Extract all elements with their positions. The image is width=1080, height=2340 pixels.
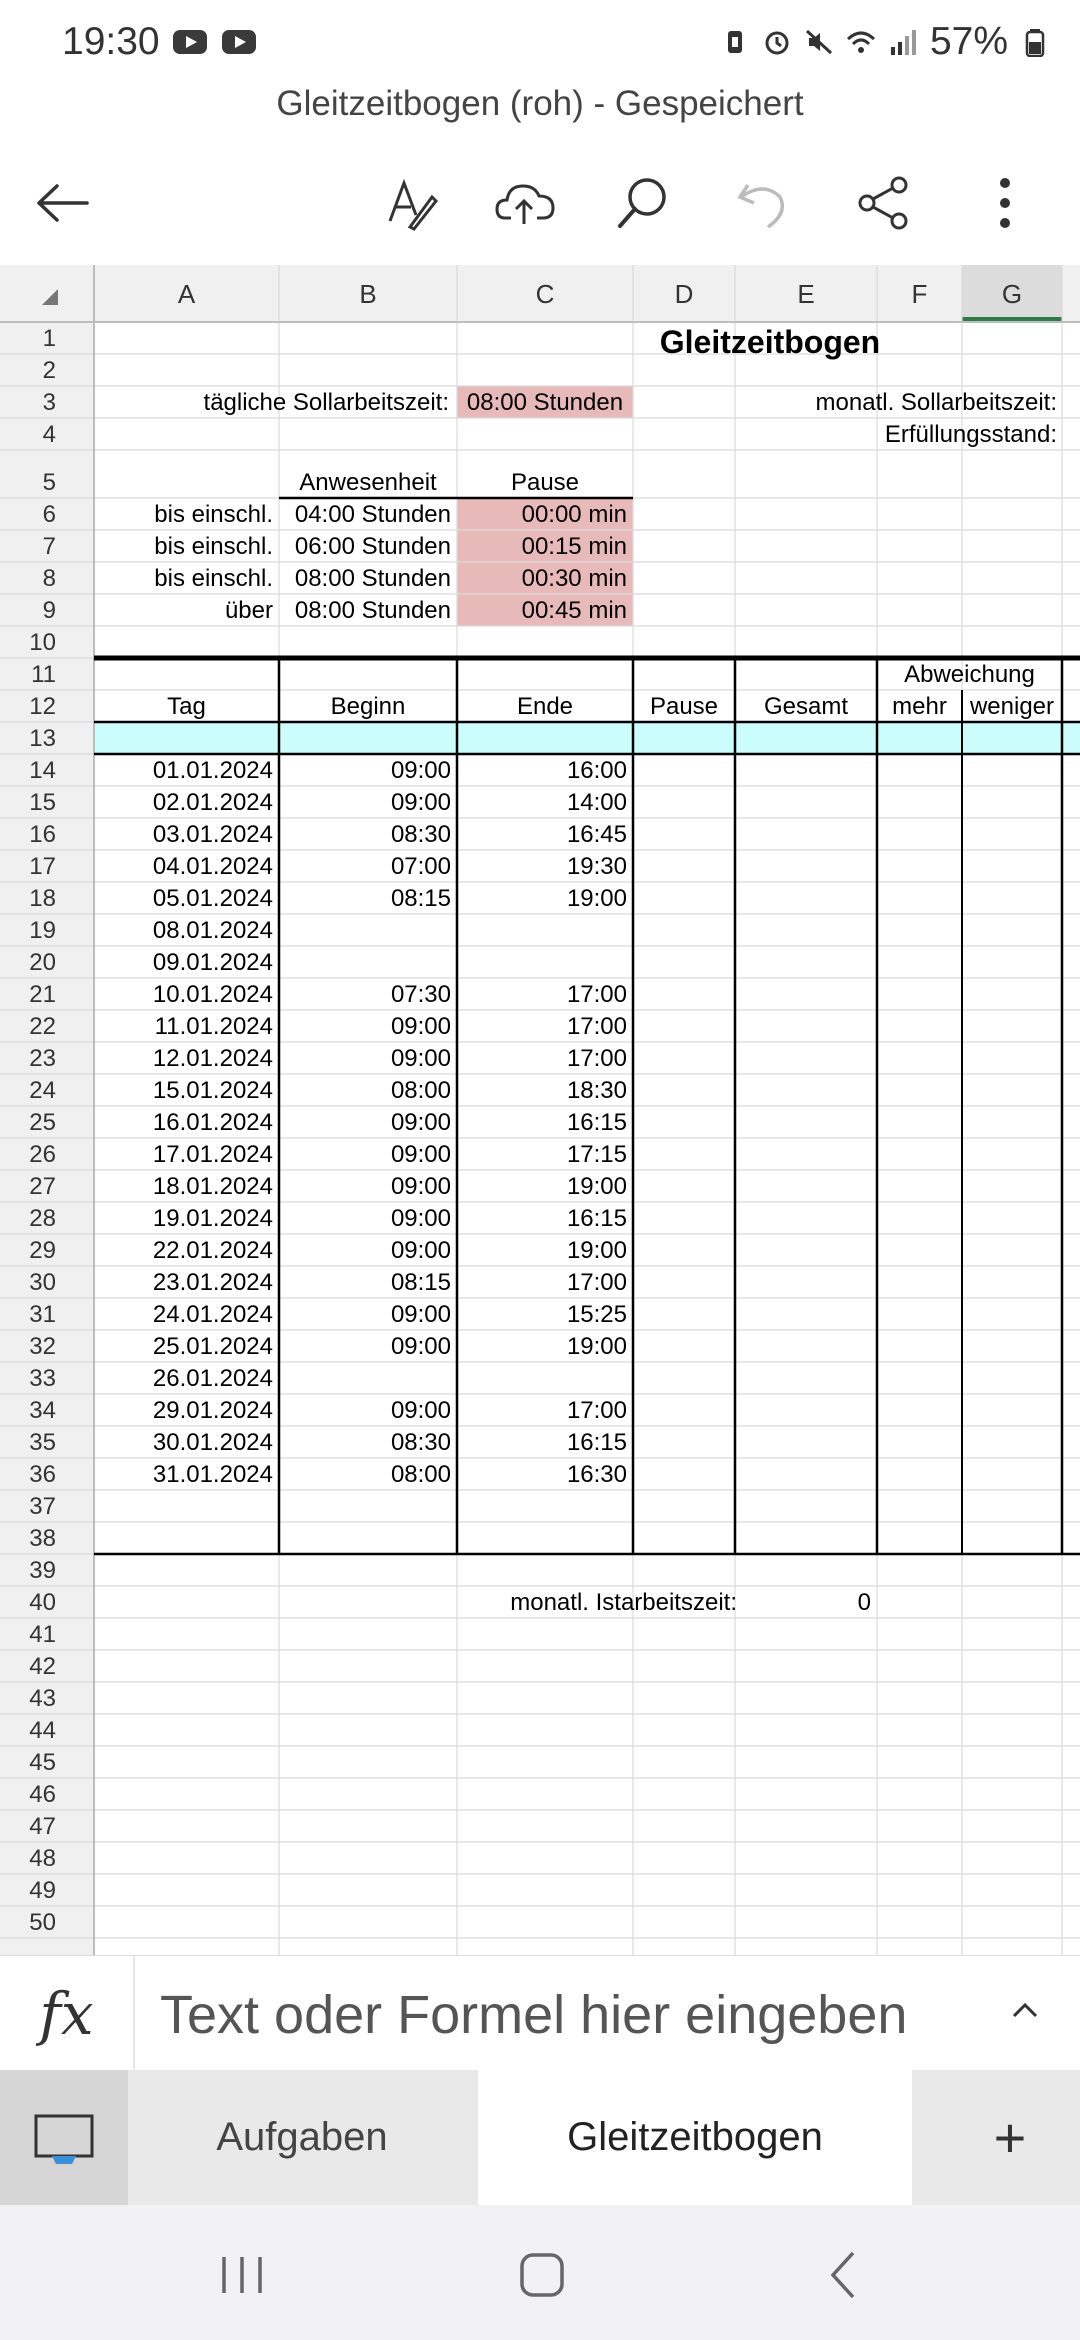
row-header[interactable]: 46 [29,1781,56,1808]
search-icon [615,175,671,231]
row-header[interactable]: 32 [29,1333,56,1360]
entry-date[interactable]: 08.01.2024 [152,917,273,944]
toolbar [0,140,1080,265]
column-header[interactable]: F [911,279,928,309]
row-header[interactable]: 3 [42,389,56,416]
entry-end[interactable]: 16:45 [566,821,627,848]
entry-date[interactable]: 02.01.2024 [152,789,273,816]
youtube-icon [173,30,207,54]
undo-icon [734,175,790,231]
battery-icon [1020,27,1050,57]
column-header[interactable]: G [1001,279,1023,309]
entry-begin[interactable]: 09:00 [390,789,451,816]
entry-begin[interactable]: 09:00 [390,1045,451,1072]
status-icons [720,20,1050,64]
sheet-heading[interactable]: Gleitzeitbogen [659,324,881,360]
back-nav-icon[interactable] [815,2245,875,2305]
entry-end[interactable]: 17:00 [566,1045,627,1072]
row-header[interactable]: 20 [29,949,56,976]
row-header[interactable]: 8 [42,565,56,592]
cell[interactable]: Erfüllungsstand: [884,421,1057,448]
wifi-icon [846,27,876,57]
column-header[interactable]: A [177,279,196,309]
entry-begin[interactable]: 09:00 [390,1333,451,1360]
entry-begin[interactable]: 09:00 [390,1301,451,1328]
sheet-view-icon [32,2110,96,2166]
cell[interactable]: Pause [510,469,580,496]
row-header[interactable]: 35 [29,1429,56,1456]
sheet-view-button[interactable] [0,2070,128,2205]
entry-date[interactable]: 23.01.2024 [152,1269,273,1296]
row-header[interactable]: 7 [42,533,56,560]
entry-begin[interactable]: 08:30 [390,821,451,848]
row-header[interactable]: 41 [29,1621,56,1648]
row-header[interactable]: 33 [29,1365,56,1392]
entry-end[interactable]: 18:30 [566,1077,627,1104]
cell[interactable]: 00:30 min [521,565,627,592]
entry-end[interactable]: 16:30 [566,1461,627,1488]
row-header[interactable]: 25 [29,1109,56,1136]
back-button[interactable] [28,168,98,238]
row-13-highlight [94,722,1080,754]
cell[interactable]: über [224,597,273,624]
cell[interactable]: monatl. Istarbeitszeit: [510,1589,737,1616]
entry-date[interactable]: 16.01.2024 [152,1109,273,1136]
entry-begin[interactable]: 09:00 [390,1109,451,1136]
entry-end[interactable]: 16:15 [566,1109,627,1136]
system-nav-bar [0,2205,1080,2340]
row-header[interactable]: 43 [29,1685,56,1712]
entry-begin[interactable]: 07:30 [390,981,451,1008]
cell[interactable]: 04:00 Stunden [294,501,451,528]
row-header[interactable]: 4 [42,421,56,448]
function-button[interactable]: fx [0,1956,135,2071]
row-header[interactable]: 31 [29,1301,56,1328]
alarm-icon [762,27,792,57]
entry-begin[interactable]: 09:00 [390,1173,451,1200]
entry-end[interactable]: 19:00 [566,1333,627,1360]
row-header[interactable]: 29 [29,1237,56,1264]
row-header[interactable]: 5 [42,469,56,496]
add-sheet-button[interactable]: + [993,2106,1027,2169]
entry-begin[interactable]: 09:00 [390,1141,451,1168]
row-header[interactable]: 34 [29,1397,56,1424]
entry-date[interactable]: 05.01.2024 [152,885,273,912]
row-header[interactable]: 42 [29,1653,56,1680]
sheet-tab-bar [0,2070,1080,2205]
entry-begin[interactable]: 09:00 [390,1397,451,1424]
entry-end[interactable]: 19:00 [566,885,627,912]
entry-date[interactable]: 17.01.2024 [152,1141,273,1168]
battery-saver-icon [720,27,750,57]
entry-begin[interactable]: 08:15 [390,885,451,912]
entry-end[interactable]: 19:00 [566,1173,627,1200]
tab-gleitzeitbogen[interactable]: Gleitzeitbogen [478,2070,912,2205]
row-header[interactable]: 39 [29,1557,56,1584]
more-vertical-icon [995,175,1015,231]
row-header[interactable]: 37 [29,1493,56,1520]
entry-begin[interactable]: 09:00 [390,1013,451,1040]
entry-begin[interactable]: 09:00 [390,1237,451,1264]
cell[interactable]: Abweichung [904,661,1035,688]
mute-icon [804,27,834,57]
battery-percent: 57% [929,20,1008,63]
row-header[interactable]: 40 [29,1589,56,1616]
entry-end[interactable]: 19:00 [566,1237,627,1264]
formula-input[interactable]: Text oder Formel hier eingeben [160,1985,908,2045]
row-header[interactable]: 49 [29,1877,56,1904]
entry-end[interactable]: 19:30 [566,853,627,880]
row-header[interactable]: 47 [29,1813,56,1840]
entry-end[interactable]: 16:15 [566,1429,627,1456]
entry-date[interactable]: 26.01.2024 [152,1365,273,1392]
entry-end[interactable]: 17:15 [566,1141,627,1168]
row-header[interactable]: 50 [29,1909,56,1936]
cell[interactable]: Beginn [330,693,406,720]
row-header[interactable]: 12 [29,693,56,720]
row-header[interactable]: 38 [29,1525,56,1552]
entry-begin[interactable]: 09:00 [390,1205,451,1232]
column-header[interactable]: B [359,279,377,309]
cell[interactable]: monatl. Sollarbeitszeit: [815,389,1057,416]
entry-date[interactable]: 22.01.2024 [152,1237,273,1264]
row-header[interactable]: 36 [29,1461,56,1488]
tab-aufgaben[interactable]: Aufgaben [216,2115,388,2159]
entry-begin[interactable]: 08:15 [390,1269,451,1296]
entry-begin[interactable]: 08:00 [390,1077,451,1104]
row-header[interactable]: 16 [29,821,56,848]
entry-date[interactable]: 04.01.2024 [152,853,273,880]
entry-end[interactable]: 17:00 [566,1397,627,1424]
row-header[interactable]: 9 [42,597,56,624]
row-header[interactable]: 28 [29,1205,56,1232]
row-header[interactable]: 44 [29,1717,56,1744]
row-header[interactable]: 19 [29,917,56,944]
entry-date[interactable]: 24.01.2024 [152,1301,273,1328]
entry-date[interactable]: 01.01.2024 [152,757,273,784]
undo-button[interactable] [727,168,797,238]
entry-date[interactable]: 31.01.2024 [152,1461,273,1488]
youtube-icon [222,30,256,54]
cell[interactable]: 00:00 min [521,501,627,528]
cell[interactable]: bis einschl. [154,533,273,560]
entry-date[interactable]: 12.01.2024 [152,1045,273,1072]
document-title: Gleitzeitbogen (roh) - Gespeichert [276,84,804,123]
cell[interactable]: Ende [516,693,574,720]
entry-date[interactable]: 29.01.2024 [152,1397,273,1424]
entry-end[interactable]: 17:00 [566,1269,627,1296]
entry-date[interactable]: 11.01.2024 [154,1013,273,1040]
row-header[interactable]: 6 [42,501,56,528]
upload-button[interactable] [490,168,560,238]
cell[interactable]: 00:15 min [521,533,627,560]
entry-date[interactable]: 18.01.2024 [152,1173,273,1200]
row-header[interactable]: 15 [29,789,56,816]
cell[interactable]: 08:00 Stunden [294,597,451,624]
entry-begin[interactable]: 09:00 [390,757,451,784]
row-header[interactable]: 30 [29,1269,56,1296]
row-header[interactable]: 21 [29,981,56,1008]
cell[interactable]: bis einschl. [154,565,273,592]
row-header[interactable]: 45 [29,1749,56,1776]
entry-begin[interactable]: 08:30 [390,1429,451,1456]
share-icon [855,175,911,231]
cell[interactable]: mehr [892,693,947,720]
entry-end[interactable]: 16:15 [566,1205,627,1232]
row-header[interactable]: 23 [29,1045,56,1072]
row-header[interactable]: 22 [29,1013,56,1040]
chevron-up-icon[interactable] [1010,1996,1040,2026]
entry-begin[interactable]: 07:00 [390,853,451,880]
row-header[interactable]: 48 [29,1845,56,1872]
entry-end[interactable]: 16:00 [566,757,627,784]
pen-text-icon [382,175,438,231]
entry-begin[interactable]: 08:00 [390,1461,451,1488]
recent-apps-icon[interactable] [212,2245,272,2305]
share-button[interactable] [848,168,918,238]
cell[interactable]: tägliche Sollarbeitszeit: [203,389,449,416]
entry-end[interactable]: 17:00 [566,1013,627,1040]
row-header[interactable]: 10 [29,629,56,656]
cell[interactable]: 08:00 Stunden [466,389,624,416]
cell[interactable]: Tag [167,693,206,720]
entry-date[interactable]: 19.01.2024 [152,1205,273,1232]
entry-end[interactable]: 14:00 [566,789,627,816]
row-header[interactable]: 18 [29,885,56,912]
cell[interactable]: 08:00 Stunden [294,565,451,592]
home-icon[interactable] [512,2245,572,2305]
more-options-button[interactable] [970,168,1040,238]
entry-date[interactable]: 15.01.2024 [152,1077,273,1104]
row-header[interactable]: 1 [42,325,56,352]
column-header[interactable]: E [797,279,815,309]
cell[interactable]: Gesamt [763,693,849,720]
column-header[interactable]: D [674,279,694,309]
spreadsheet-grid[interactable] [0,265,1080,1955]
entry-date[interactable]: 09.01.2024 [152,949,273,976]
entry-date[interactable]: 30.01.2024 [152,1429,273,1456]
format-text-button[interactable] [375,168,445,238]
row-header[interactable]: 24 [29,1077,56,1104]
cell[interactable]: bis einschl. [154,501,273,528]
search-button[interactable] [608,168,678,238]
entry-date[interactable]: 25.01.2024 [152,1333,273,1360]
row-header[interactable]: 26 [29,1141,56,1168]
entry-date[interactable]: 10.01.2024 [152,981,273,1008]
entry-end[interactable]: 17:00 [566,981,627,1008]
signal-icon [888,27,918,57]
row-header[interactable]: 14 [29,757,56,784]
cell[interactable]: 06:00 Stunden [294,533,451,560]
row-header[interactable]: 11 [31,661,56,688]
row-header[interactable]: 13 [29,725,56,752]
row-header[interactable]: 2 [42,357,56,384]
formula-bar [0,1955,1080,2072]
entry-date[interactable]: 03.01.2024 [152,821,273,848]
cell[interactable]: Anwesenheit [299,469,437,496]
status-time: 19:30 [62,20,160,63]
cell[interactable]: 0 [857,1589,871,1616]
back-arrow-icon [35,183,91,223]
cloud-upload-icon [495,178,555,228]
cell[interactable]: 00:45 min [521,597,627,624]
entry-end[interactable]: 15:25 [566,1301,627,1328]
cell[interactable]: Pause [649,693,719,720]
cell[interactable]: weniger [969,693,1055,720]
row-header[interactable]: 17 [29,853,56,880]
column-header[interactable]: C [535,279,555,309]
status-bar [0,0,1080,84]
row-header[interactable]: 27 [29,1173,56,1200]
